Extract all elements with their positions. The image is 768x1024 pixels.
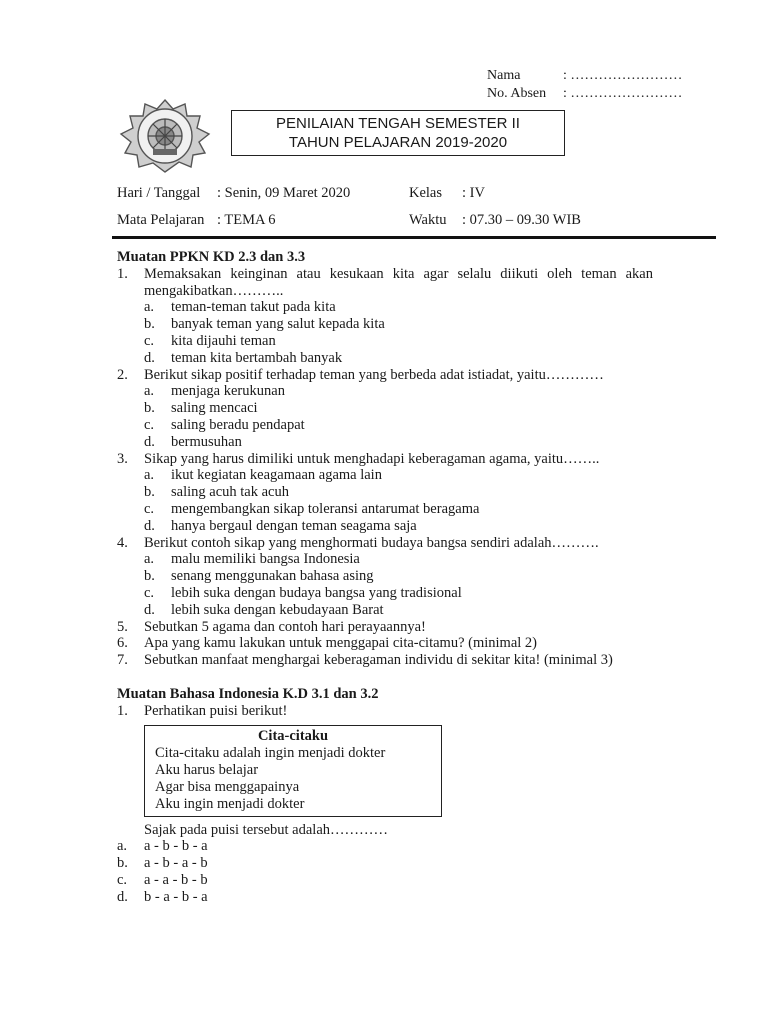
question-number: 2. [117,366,128,383]
option-text: bermusuhan [171,433,242,450]
answer-option[interactable] [117,316,653,333]
answer-option[interactable] [117,434,653,451]
answer-option[interactable] [117,568,653,585]
absen-label: No. Absen [487,86,547,101]
question-item [117,535,653,552]
option-letter: a. [144,551,155,568]
question-item [117,703,653,720]
question-item [117,266,653,300]
answer-option[interactable] [117,889,653,906]
option-text: ikut kegiatan keagamaan agama lain [171,467,382,484]
answer-option[interactable] [117,350,653,367]
option-letter: c. [144,332,155,349]
option-letter: b. [144,316,155,333]
question-text: Berikut contoh sikap yang menghormati budaya bangsa sendiri adalah………. [144,534,599,551]
question-text: Perhatikan puisi berikut! [144,702,288,719]
option-letter: c. [117,871,128,888]
option-letter: b. [144,568,155,585]
option-text: banyak teman yang salut kepada kita [171,316,385,333]
option-text: hanya bergaul dengan teman seagama saja [171,517,417,534]
time-value: : 07.30 – 09.30 WIB [462,212,581,228]
question-text: Sebutkan manfaat menghargai keberagaman individu di sekitar kita! (minimal 3) [144,652,613,669]
question-text: Apa yang kamu lakukan untuk menggapai cita-citamu? (minimal 2) [144,635,537,652]
answer-option[interactable] [117,467,653,484]
bahasa-q1-options [117,838,653,905]
option-text: kita dijauhi teman [171,332,276,349]
header-divider [112,236,716,239]
answer-option[interactable] [117,602,653,619]
section-bahasa-title: Muatan Bahasa Indonesia K.D 3.1 dan 3.2 [117,685,379,702]
option-letter: d. [144,601,155,618]
name-label: Nama [487,68,521,83]
option-letter: a. [144,467,155,484]
exam-title-box [231,110,565,156]
option-text: menjaga kerukunan [171,383,285,400]
absen-field[interactable]: : …………………… [563,86,683,101]
absen-row [487,85,682,103]
school-logo-icon [117,97,213,175]
answer-option[interactable] [117,417,653,434]
option-text: a - b - b - a [144,838,208,855]
option-text: a - a - b - b [144,871,208,888]
option-letter: a. [144,299,155,316]
option-text: saling mencaci [171,400,258,417]
option-text: teman-teman takut pada kita [171,299,336,316]
question-item [117,451,653,468]
day-label: Hari / Tanggal [117,185,201,201]
poem-box [144,725,442,817]
question-item [117,367,653,384]
question-text: Memaksakan keinginan atau kesukaan kita agar selalu diikuti oleh teman akan mengakibatkan……….. [144,265,653,299]
exam-content [117,249,653,906]
poem-line: Aku ingin menjadi dokter [155,795,305,812]
subject-label: Mata Pelajaran [117,212,205,228]
option-letter: c. [144,584,155,601]
answer-option[interactable] [117,518,653,535]
subject-value: : TEMA 6 [217,212,276,228]
option-letter: a. [117,838,128,855]
option-letter: c. [144,500,155,517]
question-item [117,652,653,669]
option-text: senang menggunakan bahasa asing [171,568,374,585]
answer-option[interactable] [117,383,653,400]
question-number: 7. [117,652,128,669]
section-ppkn-questions [117,266,653,669]
answer-option[interactable] [117,872,653,889]
poem-line: Agar bisa menggapainya [155,778,300,795]
poem-title: Cita-citaku [257,727,329,744]
answer-option[interactable] [117,400,653,417]
answer-option[interactable] [117,333,653,350]
option-letter: d. [144,433,155,450]
question-item [117,619,653,636]
option-text: malu memiliki bangsa Indonesia [171,551,360,568]
option-letter: c. [144,416,155,433]
option-letter: b. [144,400,155,417]
option-text: a - b - a - b [144,855,208,872]
answer-option[interactable] [117,484,653,501]
answer-option[interactable] [117,501,653,518]
question-text: Sikap yang harus dimiliki untuk menghadapi keberagaman agama, yaitu…….. [144,450,600,467]
name-row [487,67,682,85]
question-number: 6. [117,635,128,652]
option-text: mengembangkan sikap toleransi antarumat beragama [171,500,480,517]
question-text: Sebutkan 5 agama dan contoh hari perayaannya! [144,618,426,635]
section-ppkn-title: Muatan PPKN KD 2.3 dan 3.3 [117,249,306,265]
option-text: b - a - b - a [144,888,208,905]
time-label: Waktu [409,212,447,228]
question-text: Berikut sikap positif terhadap teman yang berbeda adat istiadat, yaitu………… [144,366,604,383]
class-value: : IV [462,185,485,201]
day-value: : Senin, 09 Maret 2020 [217,185,351,201]
option-text: saling beradu pendapat [171,416,305,433]
option-letter: d. [144,517,155,534]
poem-line: Cita-citaku adalah ingin menjadi dokter [155,744,386,761]
answer-option[interactable] [117,838,653,855]
question-number: 1. [117,265,128,282]
option-letter: d. [144,349,155,366]
poem-line: Aku harus belajar [155,761,259,778]
option-letter: d. [117,888,128,905]
name-field[interactable]: : …………………… [563,68,683,83]
option-letter: a. [144,383,155,400]
option-text: lebih suka dengan kebudayaan Barat [171,601,384,618]
option-text: teman kita bertambah banyak [171,349,343,366]
answer-option[interactable] [117,299,653,316]
question-item [117,635,653,652]
option-letter: b. [144,484,155,501]
answer-option[interactable] [117,855,653,872]
question-number: 5. [117,618,128,635]
option-letter: b. [117,855,128,872]
identity-block [487,67,682,103]
answer-option[interactable] [117,551,653,568]
exam-title-line1: PENILAIAN TENGAH SEMESTER II [276,115,520,132]
question-prompt: Sajak pada puisi tersebut adalah………… [144,821,389,838]
answer-option[interactable] [117,585,653,602]
question-number: 3. [117,450,128,467]
question-number: 4. [117,534,128,551]
option-text: lebih suka dengan budaya bangsa yang tradisional [171,584,462,601]
exam-title-line2: TAHUN PELAJARAN 2019-2020 [288,134,508,151]
class-label: Kelas [409,185,443,201]
option-text: saling acuh tak acuh [171,484,289,501]
question-number: 1. [117,702,128,719]
